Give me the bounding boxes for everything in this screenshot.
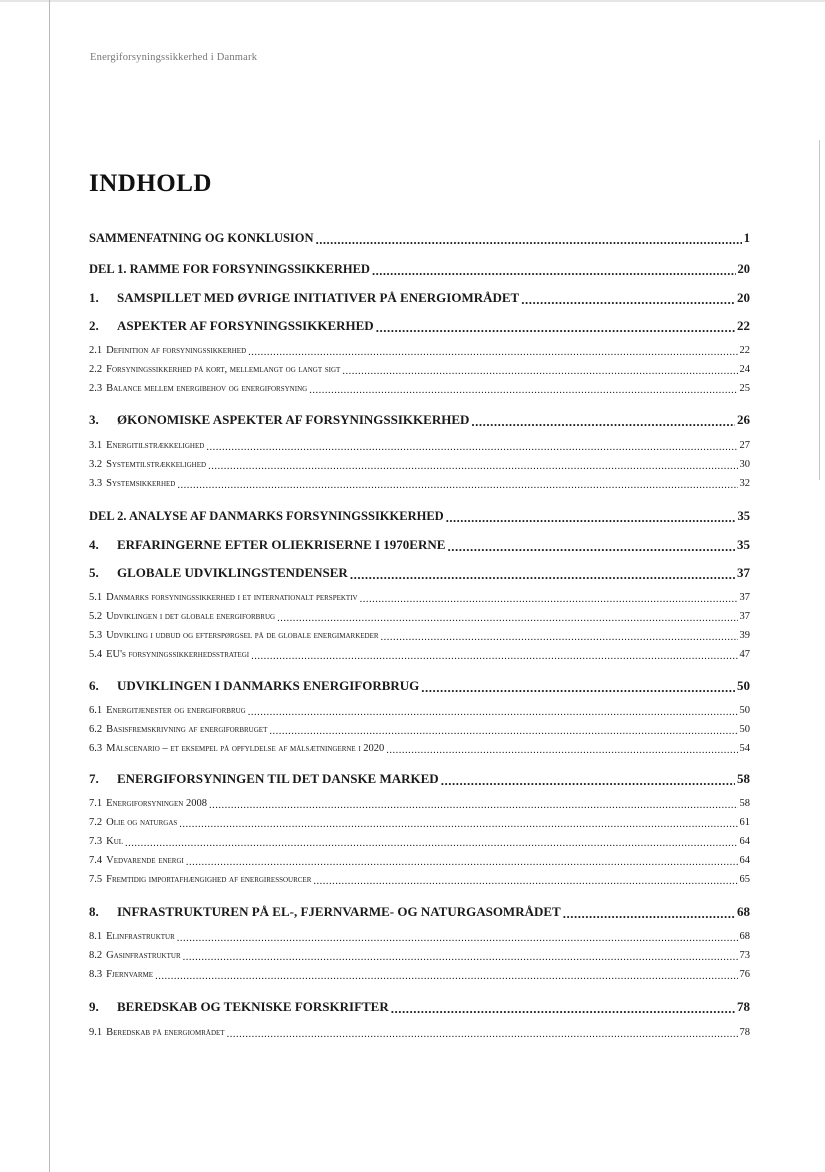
toc-entry[interactable] — [89, 231, 750, 246]
dot-leader — [342, 366, 737, 377]
toc-entry-title: Energitilstrækkelighed — [106, 440, 205, 451]
toc-entry-title: Energiforsyningen 2008 — [106, 798, 207, 809]
toc-entry-page: 68 — [737, 904, 750, 919]
dot-leader — [313, 876, 737, 887]
dot-leader — [316, 233, 742, 246]
dot-leader — [376, 320, 735, 333]
toc-entry-title: ERFARINGERNE EFTER OLIEKRISERNE I 1970ERNE — [117, 537, 446, 552]
toc-entry-page: 37 — [737, 565, 750, 580]
toc-entry-number: 2.2 — [89, 364, 103, 375]
toc-entry-title: Gasinfrastruktur — [106, 950, 181, 961]
toc-entry-page: 76 — [739, 969, 750, 980]
toc-entry-title: Balance mellem energibehov og energiforsyning — [106, 383, 308, 394]
dot-leader — [155, 971, 737, 982]
toc-entry-page: 30 — [739, 459, 750, 470]
dot-leader — [206, 442, 737, 453]
toc-entry-page: 61 — [739, 817, 750, 828]
toc-entry-page: 37 — [739, 611, 750, 622]
toc-entry-number: 6.3 — [89, 743, 103, 754]
toc-entry-title: ØKONOMISKE ASPEKTER AF FORSYNINGSSIKKERHED — [117, 412, 470, 427]
dot-leader — [381, 632, 738, 643]
toc-entry-page: 68 — [739, 931, 750, 942]
dot-leader — [208, 461, 737, 472]
toc-entry-number: 7. — [89, 771, 99, 786]
dot-leader — [471, 414, 735, 427]
toc-entry-number: 5.2 — [89, 611, 103, 622]
toc-entry-page: 78 — [739, 1027, 750, 1038]
dot-leader — [248, 347, 737, 358]
toc-entry-title: EU's forsyningssikkerhedsstrategi — [106, 649, 250, 660]
toc-entry[interactable] — [89, 1027, 750, 1038]
toc-entry-number: 3.2 — [89, 459, 103, 470]
toc-entry-title: ASPEKTER AF FORSYNINGSSIKKERHED — [117, 318, 374, 333]
toc-entry-number: 6. — [89, 678, 99, 693]
toc-entry[interactable] — [89, 931, 750, 942]
toc-entry-page: 37 — [739, 592, 750, 603]
toc-entry[interactable] — [89, 509, 750, 524]
toc-entry[interactable] — [89, 364, 750, 375]
toc-entry-title: DEL 2. ANALYSE AF DANMARKS FORSYNINGSSIKKERHED — [89, 509, 444, 523]
toc-entry-title: Elinfrastruktur — [106, 931, 175, 942]
toc-entry-number: 5.1 — [89, 592, 103, 603]
toc-entry-title: BEREDSKAB OG TEKNISKE FORSKRIFTER — [117, 999, 389, 1014]
toc-entry-page: 58 — [737, 771, 750, 786]
toc-entry-number: 2.1 — [89, 345, 103, 356]
toc-entry-page: 27 — [739, 440, 750, 451]
toc-entry-number: 3. — [89, 412, 99, 427]
toc-entry[interactable] — [89, 904, 750, 920]
dot-leader — [179, 819, 737, 830]
toc-entry-number: 9. — [89, 999, 99, 1014]
toc-entry[interactable] — [89, 478, 750, 489]
toc-entry[interactable] — [89, 836, 750, 847]
toc-entry[interactable] — [89, 743, 750, 754]
toc-entry-number: 5.3 — [89, 630, 103, 641]
toc-entry[interactable] — [89, 798, 750, 809]
dot-leader — [350, 567, 735, 580]
toc-entry-title: Olie og naturgas — [106, 817, 178, 828]
toc-entry[interactable] — [89, 412, 750, 428]
dot-leader — [227, 1029, 738, 1040]
toc-entry-number: 9.1 — [89, 1027, 103, 1038]
toc-entry-title: Fjernvarme — [106, 969, 154, 980]
dot-leader — [248, 707, 738, 718]
toc-entry-number: 7.5 — [89, 874, 103, 885]
toc-entry-page: 22 — [739, 345, 750, 356]
toc-entry-number: 5. — [89, 565, 99, 580]
toc-entry-title: Systemsikkerhed — [106, 478, 176, 489]
toc-entry[interactable] — [89, 440, 750, 451]
toc-entry-page: 47 — [739, 649, 750, 660]
toc-entry-title: INFRASTRUKTUREN PÅ EL-, FJERNVARME- OG NATURGASOMRÅDET — [117, 904, 561, 919]
toc-entry-title: Udviklingen i det globale energiforbrug — [106, 611, 276, 622]
toc-entry-title: Definition af forsyningssikkerhed — [106, 345, 247, 356]
toc-entry-number: 7.4 — [89, 855, 103, 866]
toc-entry[interactable] — [89, 724, 750, 735]
toc-entry-title: Energitjenester og energiforbrug — [106, 705, 246, 716]
toc-entry-page: 64 — [739, 836, 750, 847]
toc-entry[interactable] — [89, 950, 750, 961]
scan-edge-top — [0, 0, 825, 2]
running-header: Energiforsyningssikkerhed i Danmark — [90, 52, 258, 63]
toc-entry-number: 8. — [89, 904, 99, 919]
dot-leader — [372, 264, 736, 277]
toc-entry-page: 35 — [737, 537, 750, 552]
toc-entry[interactable] — [89, 874, 750, 885]
toc-entry[interactable] — [89, 649, 750, 660]
toc-entry-title: SAMSPILLET MED ØVRIGE INITIATIVER PÅ ENERGIOMRÅDET — [117, 290, 520, 305]
toc-entry-number: 8.1 — [89, 931, 103, 942]
toc-entry[interactable] — [89, 999, 750, 1015]
toc-entry-number: 3.1 — [89, 440, 103, 451]
toc-entry[interactable] — [89, 262, 750, 277]
dot-leader — [186, 857, 738, 868]
toc-entry-number: 8.2 — [89, 950, 103, 961]
toc-entry-number: 3.3 — [89, 478, 103, 489]
toc-entry-number: 4. — [89, 537, 99, 552]
toc-entry-number: 6.1 — [89, 705, 103, 716]
toc-entry[interactable] — [89, 592, 750, 603]
toc-entry-number: 8.3 — [89, 969, 103, 980]
toc-entry-page: 50 — [739, 705, 750, 716]
toc-entry-page: 20 — [737, 290, 750, 305]
scan-edge-right — [819, 140, 820, 480]
toc-entry-page: 1 — [743, 231, 750, 245]
toc-entry-number: 1. — [89, 290, 99, 305]
toc-entry-page: 50 — [737, 678, 750, 693]
toc-entry[interactable] — [89, 678, 750, 694]
toc-entry-page: 25 — [739, 383, 750, 394]
page-title: INDHOLD — [89, 170, 212, 197]
toc-entry-page: 58 — [739, 798, 750, 809]
toc-entry-page: 24 — [739, 364, 750, 375]
toc-entry[interactable] — [89, 630, 750, 641]
toc-entry-title: Basisfremskrivning af energiforbruget — [106, 724, 268, 735]
toc-entry-title: ENERGIFORSYNINGEN TIL DET DANSKE MARKED — [117, 771, 439, 786]
toc-entry[interactable] — [89, 705, 750, 716]
toc-entry-number: 2. — [89, 318, 99, 333]
toc-entry-number: 7.2 — [89, 817, 103, 828]
dot-leader — [447, 539, 735, 552]
dot-leader — [125, 838, 737, 849]
toc-entry-page: 26 — [737, 412, 750, 427]
dot-leader — [421, 680, 735, 693]
toc-entry-title: Systemtilstrækkelighed — [106, 459, 207, 470]
toc-entry-page: 73 — [739, 950, 750, 961]
toc-entry-number: 6.2 — [89, 724, 103, 735]
toc-entry-page: 35 — [737, 509, 750, 523]
dot-leader — [269, 726, 737, 737]
toc-entry[interactable] — [89, 855, 750, 866]
toc-entry[interactable] — [89, 565, 750, 581]
toc-entry-title: DEL 1. RAMME FOR FORSYNINGSSIKKERHED — [89, 262, 370, 276]
toc-entry[interactable] — [89, 459, 750, 470]
toc-entry-title: Forsyningssikkerhed på kort, mellemlangt og langt sigt — [106, 364, 341, 375]
toc-entry-title: UDVIKLINGEN I DANMARKS ENERGIFORBRUG — [117, 678, 420, 693]
dot-leader — [309, 385, 737, 396]
toc-entry[interactable] — [89, 969, 750, 980]
toc-entry[interactable] — [89, 611, 750, 622]
toc-entry-number: 2.3 — [89, 383, 103, 394]
toc-entry[interactable] — [89, 290, 750, 306]
toc-entry-page: 32 — [739, 478, 750, 489]
dot-leader — [177, 933, 738, 944]
dot-leader — [563, 906, 735, 919]
toc-entry-page: 50 — [739, 724, 750, 735]
toc-entry-page: 54 — [739, 743, 750, 754]
dot-leader — [386, 745, 737, 756]
dot-leader — [177, 480, 737, 491]
toc-entry-number: 7.1 — [89, 798, 103, 809]
dot-leader — [251, 651, 737, 662]
toc-entry-title: Beredskab på energiområdet — [106, 1027, 225, 1038]
dot-leader — [209, 800, 738, 811]
toc-entry[interactable] — [89, 345, 750, 356]
toc-entry-number: 7.3 — [89, 836, 103, 847]
toc-entry-page: 39 — [739, 630, 750, 641]
toc-entry[interactable] — [89, 817, 750, 828]
toc-entry-number: 5.4 — [89, 649, 103, 660]
toc-entry[interactable] — [89, 318, 750, 334]
dot-leader — [360, 594, 738, 605]
toc-entry[interactable] — [89, 383, 750, 394]
dot-leader — [446, 511, 736, 524]
toc-entry-page: 22 — [737, 318, 750, 333]
toc-entry-title: Målscenario – et eksempel på opfyldelse af målsætningerne i 2020 — [106, 743, 385, 754]
toc-entry-title: Vedvarende energi — [106, 855, 184, 866]
dot-leader — [183, 952, 738, 963]
toc-entry-page: 64 — [739, 855, 750, 866]
dot-leader — [521, 292, 735, 305]
toc-entry[interactable] — [89, 537, 750, 553]
toc-entry-title: Udvikling i udbud og efterspørgsel på de globale energimarkeder — [106, 630, 379, 641]
toc-entry-title: Danmarks forsyningssikkerhed i et internationalt perspektiv — [106, 592, 358, 603]
dot-leader — [277, 613, 737, 624]
toc-entry[interactable] — [89, 771, 750, 787]
dot-leader — [391, 1001, 735, 1014]
scan-edge-left — [49, 0, 50, 1172]
dot-leader — [441, 773, 735, 786]
toc-entry-title: SAMMENFATNING OG KONKLUSION — [89, 231, 314, 245]
toc-entry-page: 65 — [739, 874, 750, 885]
toc-entry-page: 78 — [737, 999, 750, 1014]
toc-entry-page: 20 — [737, 262, 750, 276]
toc-entry-title: Kul — [106, 836, 124, 847]
toc-entry-title: Fremtidig importafhængighed af energiressourcer — [106, 874, 312, 885]
toc-entry-title: GLOBALE UDVIKLINGSTENDENSER — [117, 565, 348, 580]
